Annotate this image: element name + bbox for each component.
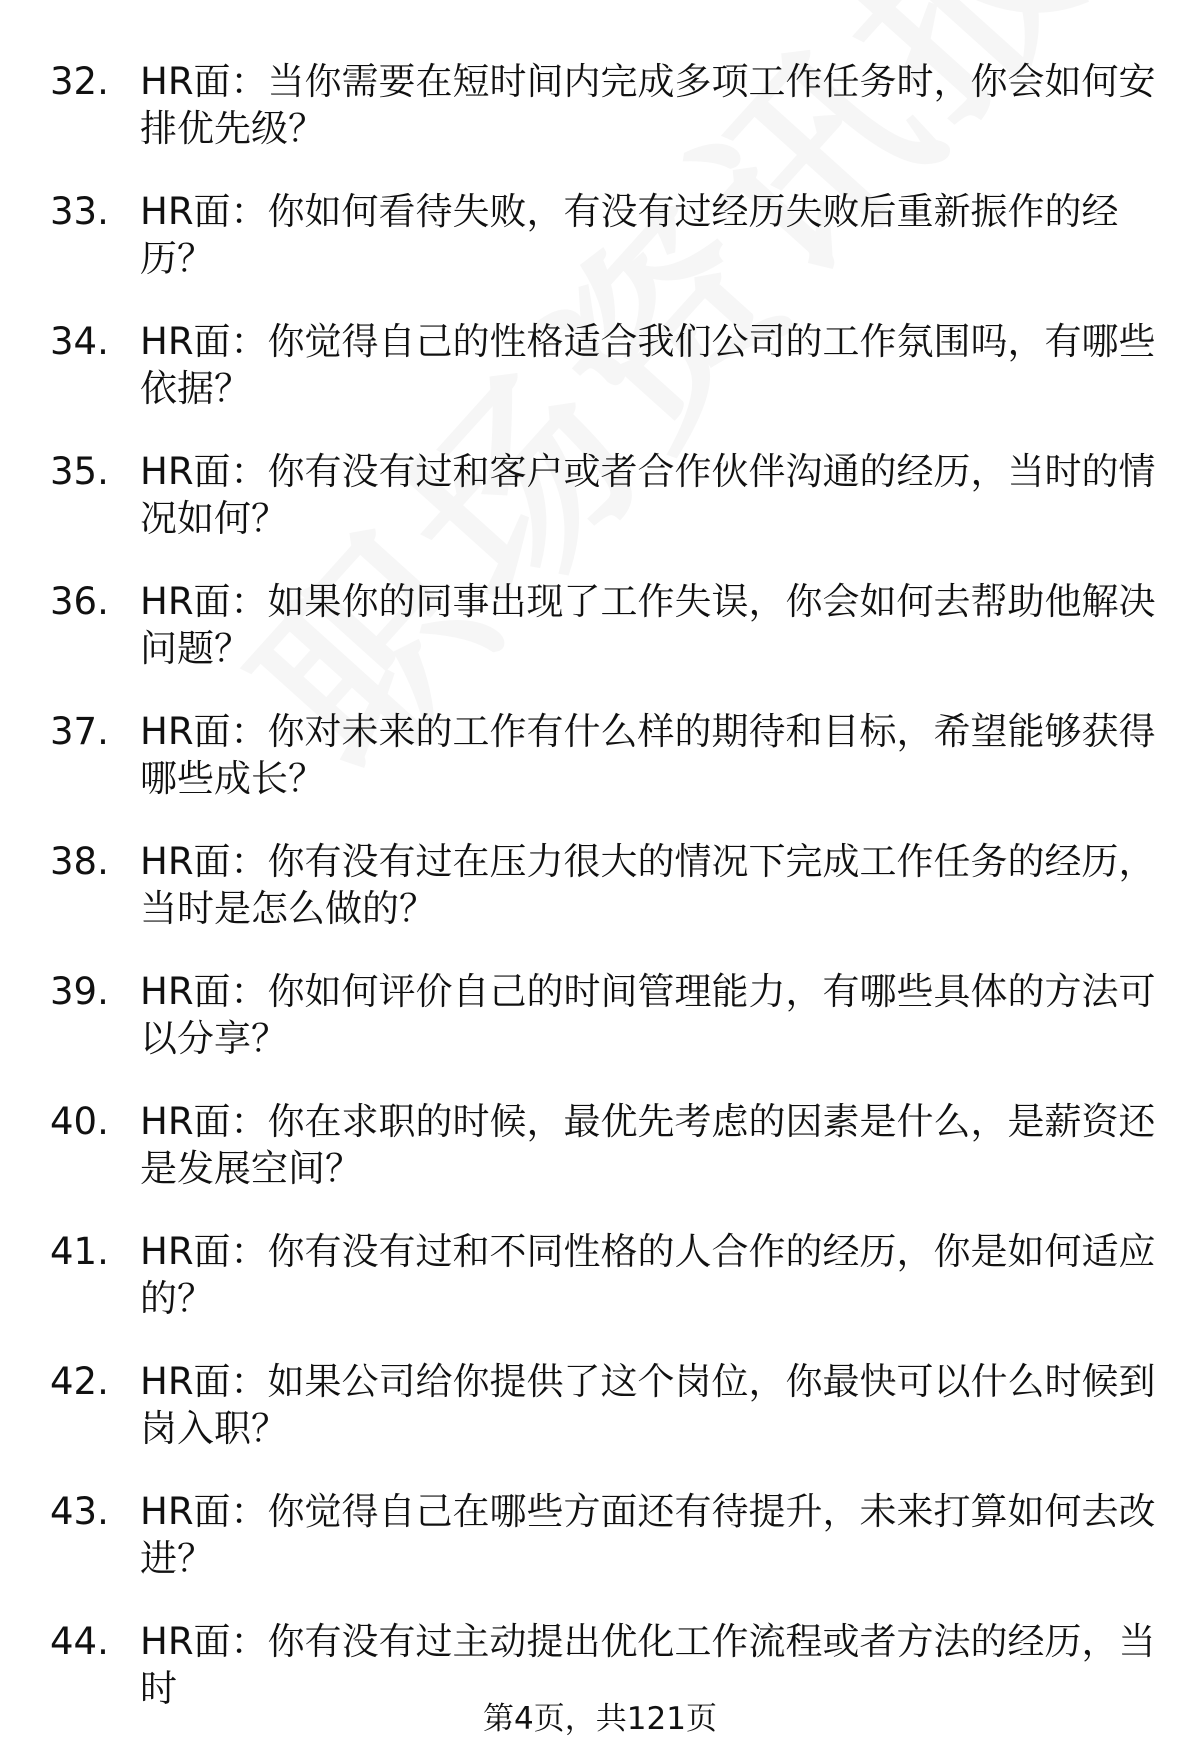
question-list xyxy=(50,58,1160,1748)
question-number: 37. xyxy=(50,710,109,753)
question-text: HR面：如果你的同事出现了工作失误，你会如何去帮助他解决问题？ xyxy=(140,580,1156,670)
question-text: HR面：当你需要在短时间内完成多项工作任务时，你会如何安排优先级？ xyxy=(140,60,1156,150)
question-text: HR面：你在求职的时候，最优先考虑的因素是什么，是薪资还是发展空间？ xyxy=(140,1100,1156,1190)
question-number: 41. xyxy=(50,1230,109,1273)
question-item-37 xyxy=(50,708,1160,802)
question-item-42 xyxy=(50,1358,1160,1452)
question-item-41 xyxy=(50,1228,1160,1322)
question-text: HR面：你有没有过主动提出优化工作流程或者方法的经历，当时 xyxy=(140,1620,1156,1710)
question-text: HR面：你有没有过在压力很大的情况下完成工作任务的经历，当时是怎么做的？ xyxy=(140,840,1156,930)
question-text: HR面：如果公司给你提供了这个岗位，你最快可以什么时候到岗入职？ xyxy=(140,1360,1156,1450)
question-item-39 xyxy=(50,968,1160,1062)
question-text: HR面：你对未来的工作有什么样的期待和目标，希望能够获得哪些成长？ xyxy=(140,710,1156,800)
question-number: 35. xyxy=(50,450,109,493)
question-number: 33. xyxy=(50,190,109,233)
question-text: HR面：你觉得自己在哪些方面还有待提升，未来打算如何去改进？ xyxy=(140,1490,1156,1580)
question-item-34 xyxy=(50,318,1160,412)
question-number: 34. xyxy=(50,320,109,363)
question-number: 43. xyxy=(50,1490,109,1533)
question-text: HR面：你如何评价自己的时间管理能力，有哪些具体的方法可以分享？ xyxy=(140,970,1156,1060)
question-number: 38. xyxy=(50,840,109,883)
question-item-38 xyxy=(50,838,1160,932)
question-number: 36. xyxy=(50,580,109,623)
question-text: HR面：你觉得自己的性格适合我们公司的工作氛围吗，有哪些依据？ xyxy=(140,320,1156,410)
page-footer: 第4页，共121页 xyxy=(483,1701,717,1737)
question-text: HR面：你如何看待失败，有没有过经历失败后重新振作的经历？ xyxy=(140,190,1119,280)
question-text: HR面：你有没有过和不同性格的人合作的经历，你是如何适应的？ xyxy=(140,1230,1156,1320)
question-item-40 xyxy=(50,1098,1160,1192)
question-item-32 xyxy=(50,58,1160,152)
question-number: 42. xyxy=(50,1360,109,1403)
question-item-43 xyxy=(50,1488,1160,1582)
question-text: HR面：你有没有过和客户或者合作伙伴沟通的经历，当时的情况如何？ xyxy=(140,450,1156,540)
question-item-35 xyxy=(50,448,1160,542)
question-item-33 xyxy=(50,188,1160,282)
question-number: 32. xyxy=(50,60,109,103)
question-item-36 xyxy=(50,578,1160,672)
question-number: 40. xyxy=(50,1100,109,1143)
question-item-44 xyxy=(50,1618,1160,1712)
question-number: 44. xyxy=(50,1620,109,1663)
question-number: 39. xyxy=(50,970,109,1013)
